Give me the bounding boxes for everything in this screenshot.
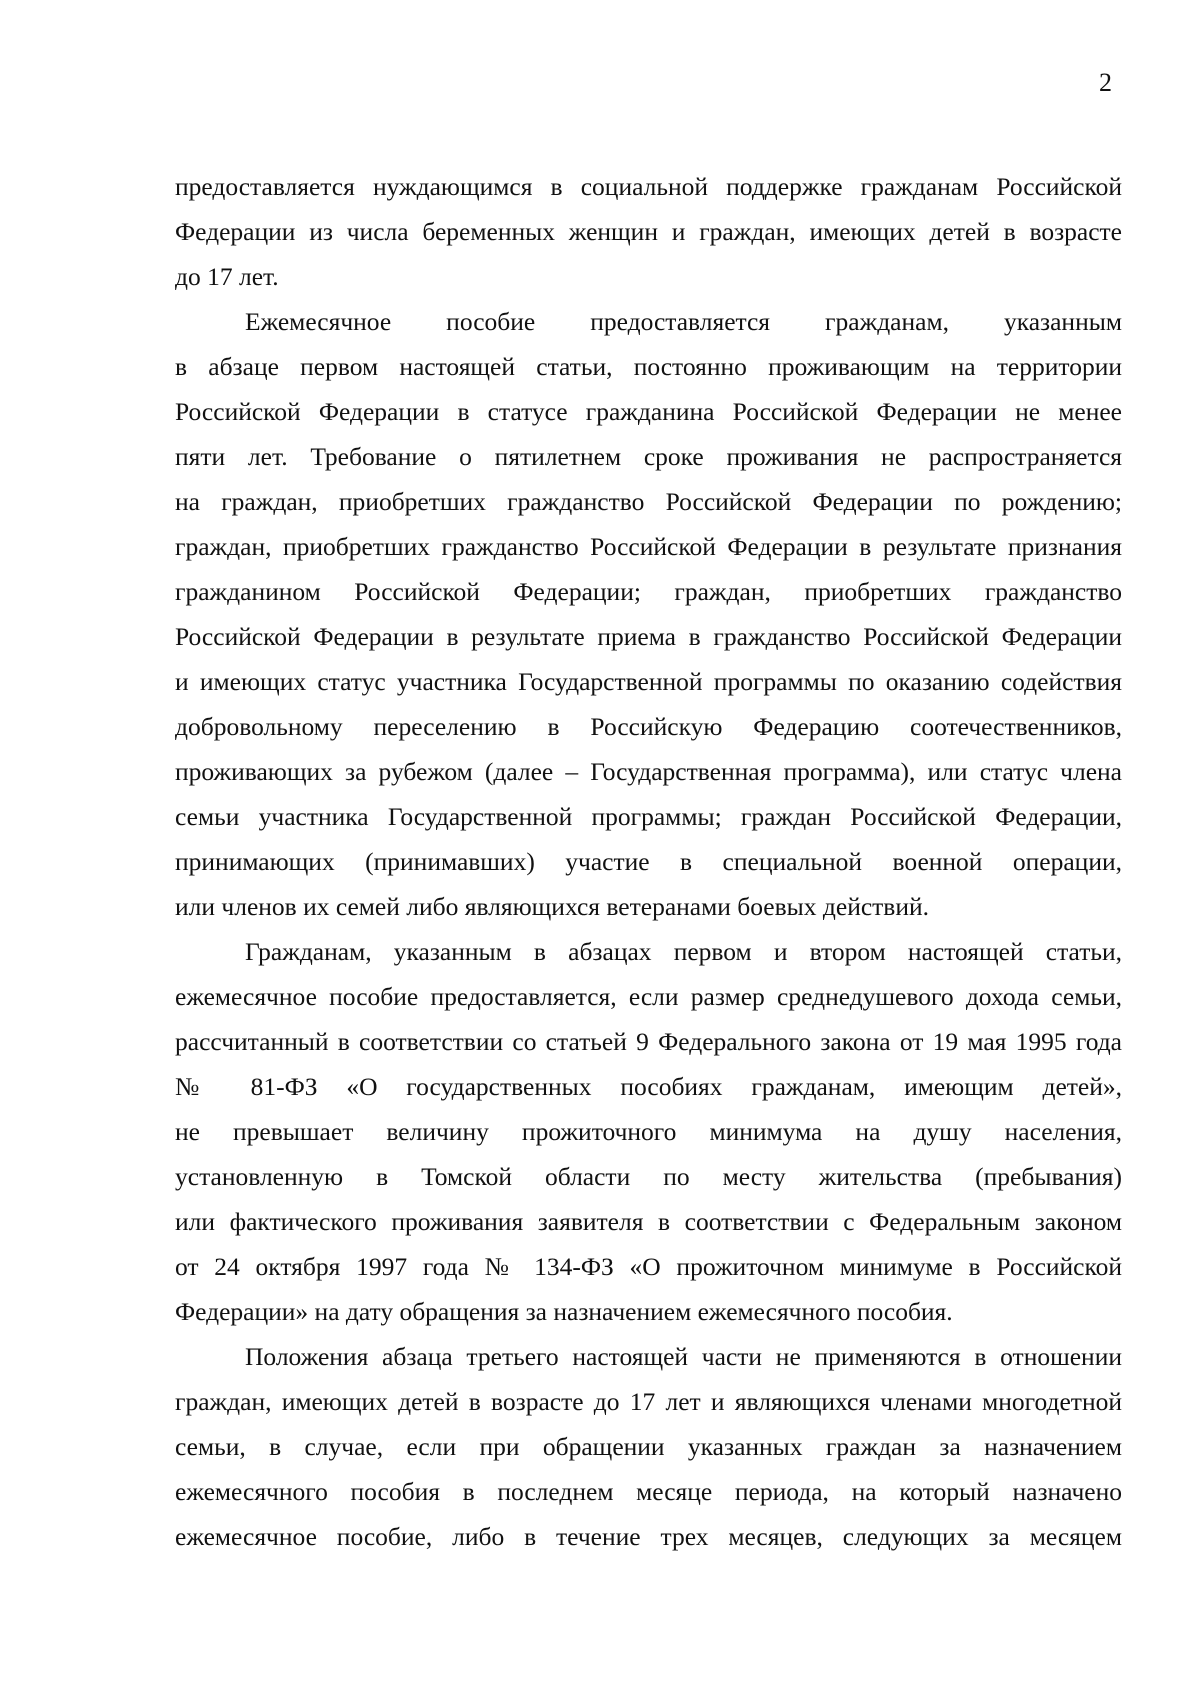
text-line: гражданином Российской Федерации; граждан, приобретших гражданство xyxy=(175,577,1122,606)
paragraph xyxy=(175,299,1122,929)
text-line: граждан, имеющих детей в возрасте до 17 лет и являющихся членами многодетной xyxy=(175,1387,1122,1416)
text-line: № 81-ФЗ «О государственных пособиях гражданам, имеющим детей», xyxy=(175,1072,1122,1101)
text-line: в абзаце первом настоящей статьи, постоянно проживающим на территории xyxy=(175,352,1122,381)
text-line: Гражданам, указанным в абзацах первом и втором настоящей статьи, xyxy=(245,937,1122,966)
text-line: не превышает величину прожиточного минимума на душу населения, xyxy=(175,1117,1122,1146)
text-line: ежемесячное пособие, либо в течение трех месяцев, следующих за месяцем xyxy=(175,1522,1122,1551)
text-line: Федерации» на дату обращения за назначением ежемесячного пособия. xyxy=(175,1297,953,1326)
text-line: Российской Федерации в результате приема в гражданство Российской Федерации xyxy=(175,622,1122,651)
text-line: Положения абзаца третьего настоящей части не применяются в отношении xyxy=(245,1342,1122,1371)
text-line: и имеющих статус участника Государственной программы по оказанию содействия xyxy=(175,667,1122,696)
text-line: или членов их семей либо являющихся ветеранами боевых действий. xyxy=(175,892,930,921)
text-line: пяти лет. Требование о пятилетнем сроке проживания не распространяется xyxy=(175,442,1122,471)
text-line: на граждан, приобретших гражданство Российской Федерации по рождению; xyxy=(175,487,1122,516)
text-line: семьи, в случае, если при обращении указанных граждан за назначением xyxy=(175,1432,1122,1461)
paragraph xyxy=(175,929,1122,1334)
text-line: рассчитанный в соответствии со статьей 9 Федерального закона от 19 мая 1995 года xyxy=(175,1027,1122,1056)
text-line: ежемесячного пособия в последнем месяце периода, на который назначено xyxy=(175,1477,1122,1506)
page-number: 2 xyxy=(1099,68,1112,97)
text-line: Ежемесячное пособие предоставляется гражданам, указанным xyxy=(245,307,1122,336)
text-line: проживающих за рубежом (далее – Государственная программа), или статус члена xyxy=(175,757,1122,786)
text-line: ежемесячное пособие предоставляется, если размер среднедушевого дохода семьи, xyxy=(175,982,1122,1011)
text-line: от 24 октября 1997 года № 134-ФЗ «О прожиточном минимуме в Российской xyxy=(175,1252,1122,1281)
paragraph xyxy=(175,1334,1122,1559)
text-line: Федерации из числа беременных женщин и граждан, имеющих детей в возрасте xyxy=(175,217,1122,246)
text-line: граждан, приобретших гражданство Российской Федерации в результате признания xyxy=(175,532,1122,561)
text-line: установленную в Томской области по месту жительства (пребывания) xyxy=(175,1162,1122,1191)
text-line: или фактического проживания заявителя в соответствии с Федеральным законом xyxy=(175,1207,1122,1236)
text-line: семьи участника Государственной программы; граждан Российской Федерации, xyxy=(175,802,1122,831)
text-line: до 17 лет. xyxy=(175,262,279,291)
text-line: принимающих (принимавших) участие в специальной военной операции, xyxy=(175,847,1122,876)
document-body xyxy=(175,164,1122,1559)
text-line: предоставляется нуждающимся в социальной поддержке гражданам Российской xyxy=(175,172,1122,201)
paragraph xyxy=(175,164,1122,299)
text-line: добровольному переселению в Российскую Федерацию соотечественников, xyxy=(175,712,1122,741)
text-line: Российской Федерации в статусе гражданина Российской Федерации не менее xyxy=(175,397,1122,426)
